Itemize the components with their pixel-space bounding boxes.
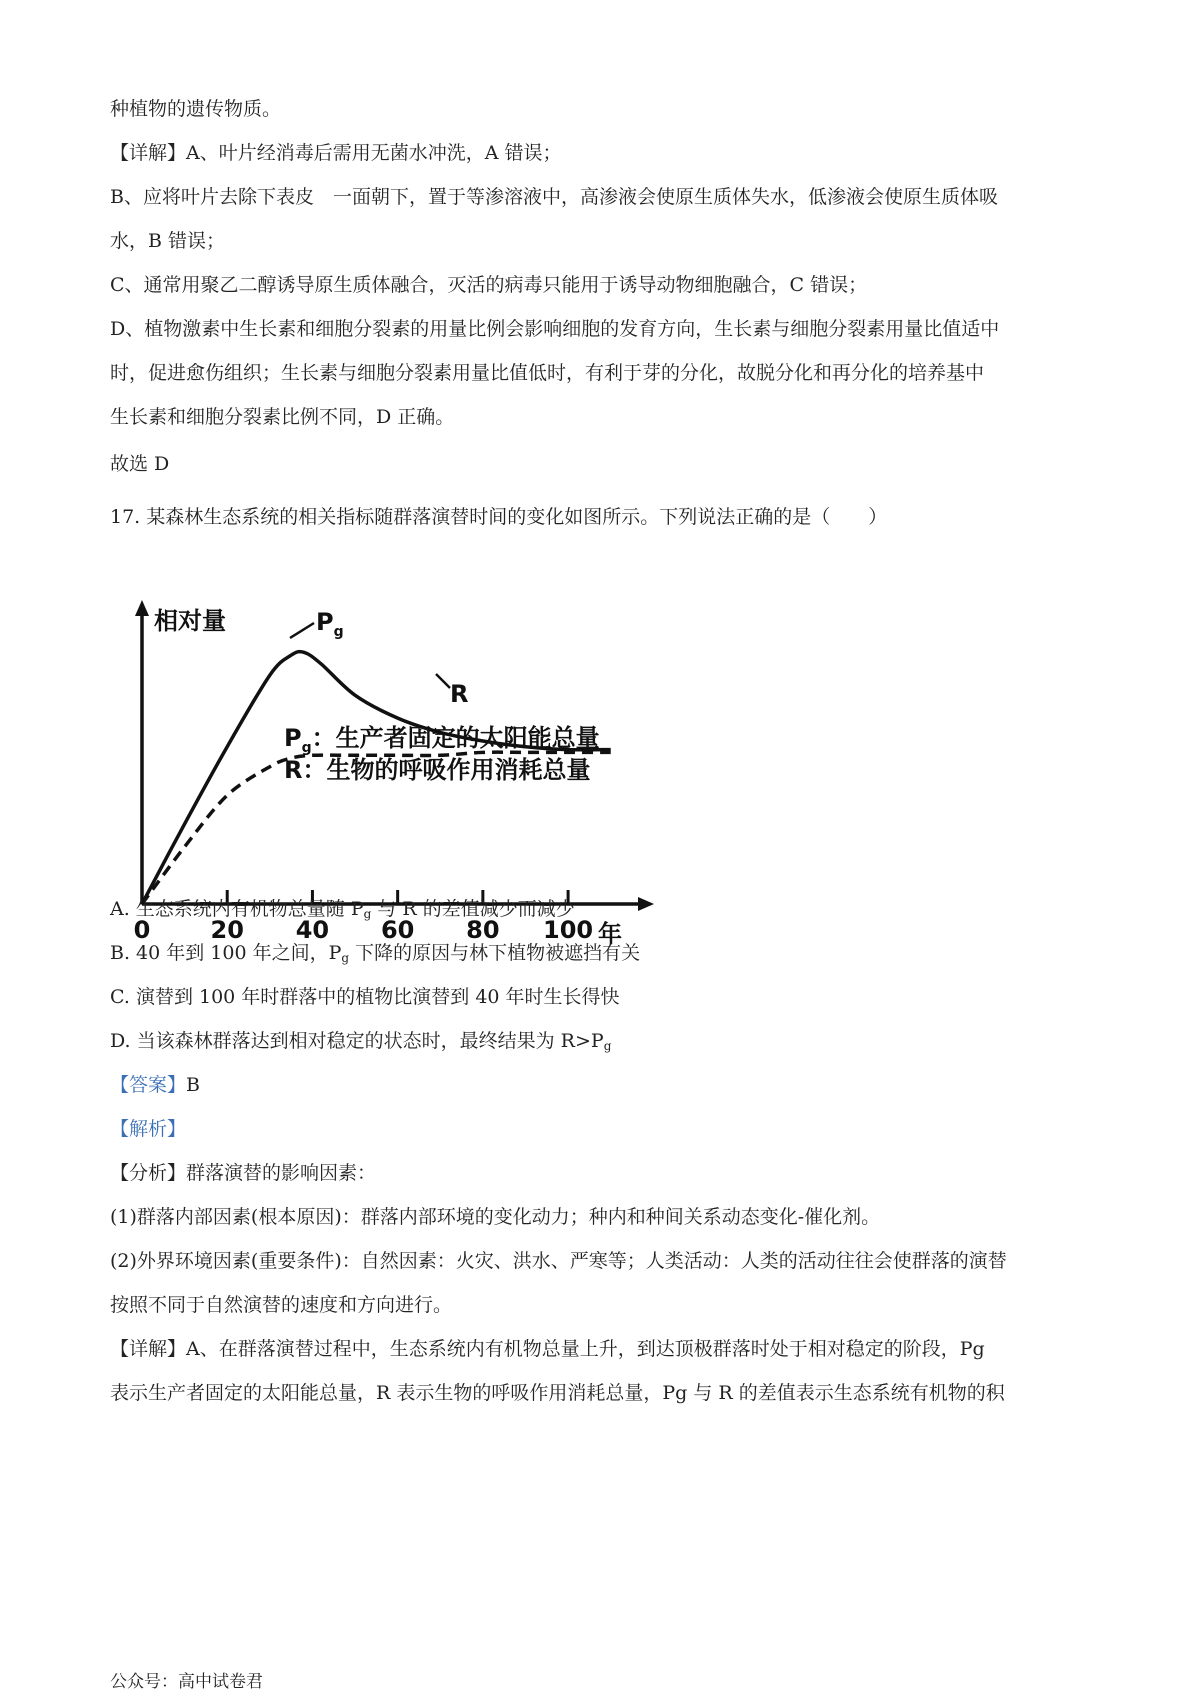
- line-8: 生长素和细胞分裂素比例不同，D 正确。: [110, 406, 455, 428]
- answer-value: B: [186, 1074, 200, 1096]
- y-axis-label: 相对量: [154, 607, 226, 635]
- x-tick-label-80: 80: [466, 916, 500, 944]
- r-series-label: R: [450, 680, 469, 708]
- option-b-pre: B. 40 年到 100 年之间，P: [110, 942, 342, 964]
- pg-pointer: [290, 623, 314, 638]
- analysis-line-2: (1)群落内部因素(根本原因)：群落内部环境的变化动力；种内和种间关系动态变化-催化剂。: [110, 1206, 881, 1228]
- legend-pg: $P_g$：生产者固定的太阳能总量: [284, 724, 600, 756]
- x-tick-label-20: 20: [210, 916, 244, 944]
- legend-r: R：生物的呼吸作用消耗总量: [284, 756, 591, 784]
- answer-tag: 【答案】: [110, 1074, 187, 1096]
- question-17: 17. 某森林生态系统的相关指标随群落演替时间的变化如图所示。下列说法正确的是（ ）: [110, 506, 888, 528]
- option-a-post: 与 R 的差值减少而减少: [371, 898, 575, 920]
- line-6: D、植物激素中生长素和细胞分裂素的用量比例会影响细胞的发育方向，生长素与细胞分裂素用量比值适中: [110, 318, 1000, 340]
- x-axis-arrow: [638, 897, 654, 911]
- y-axis-arrow: [135, 600, 149, 616]
- option-a-sub: g: [363, 907, 372, 921]
- pg-series-label: $P_g$: [316, 608, 344, 640]
- analysis-line-4: 按照不同于自然演替的速度和方向进行。: [110, 1294, 453, 1316]
- analysis-tag: 【解析】: [110, 1118, 187, 1140]
- option-d: [110, 1028, 611, 1059]
- line-5: C、通常用聚乙二醇诱导原生质体融合，灭活的病毒只能用于诱导动物细胞融合，C 错误；: [110, 274, 868, 296]
- r-pointer: [436, 674, 450, 688]
- analysis-line-5: 【详解】A、在群落演替过程中，生态系统内有机物总量上升，到达顶极群落时处于相对稳定的阶段，Pg: [110, 1338, 985, 1360]
- line-4: 水，B 错误；: [110, 230, 226, 252]
- option-b-sub: g: [341, 951, 350, 965]
- x-tick-label-0: 0: [133, 916, 151, 944]
- option-b: [110, 940, 640, 971]
- option-a: [110, 896, 575, 927]
- option-d-pre: D. 当该森林群落达到相对稳定的状态时，最终结果为 R>P: [110, 1030, 604, 1052]
- option-c: C. 演替到 100 年时群落中的植物比演替到 40 年时生长得快: [110, 986, 620, 1008]
- analysis-line-3: (2)外界环境因素(重要条件)：自然因素：火灾、洪水、严寒等；人类活动：人类的活动往往会使群落的演替: [110, 1250, 1007, 1272]
- x-tick-label-100: 100: [543, 916, 594, 944]
- x-axis-label: 年: [598, 920, 622, 948]
- footer: 公众号：高中试卷君: [110, 1672, 263, 1692]
- option-d-sub: g: [603, 1039, 612, 1053]
- option-b-post: 下降的原因与林下植物被遮挡有关: [349, 942, 641, 964]
- option-a-pre: A. 生态系统内有机物总量随 P: [110, 898, 364, 920]
- analysis-line-6: 表示生产者固定的太阳能总量，R 表示生物的呼吸作用消耗总量，Pg 与 R 的差值表示生态系统有机物的积: [110, 1382, 1005, 1404]
- x-tick-label-60: 60: [380, 916, 415, 944]
- analysis-line-1: 【分析】群落演替的影响因素：: [110, 1162, 377, 1184]
- line-7: 时，促进愈伤组织；生长素与细胞分裂素用量比值低时，有利于芽的分化，故脱分化和再分化的培养基中: [110, 362, 985, 384]
- line-1: 种植物的遗传物质。: [110, 98, 282, 120]
- answer-line: [110, 1072, 200, 1098]
- line-9: 故选 D: [110, 453, 170, 475]
- x-tick-label-40: 40: [295, 916, 330, 944]
- line-3: B、应将叶片去除下表皮 一面朝下，置于等渗溶液中，高渗液会使原生质体失水，低渗液会使原生质体吸: [110, 186, 998, 208]
- line-2: 【详解】A、叶片经消毒后需用无菌水冲洗，A 错误；: [110, 142, 562, 164]
